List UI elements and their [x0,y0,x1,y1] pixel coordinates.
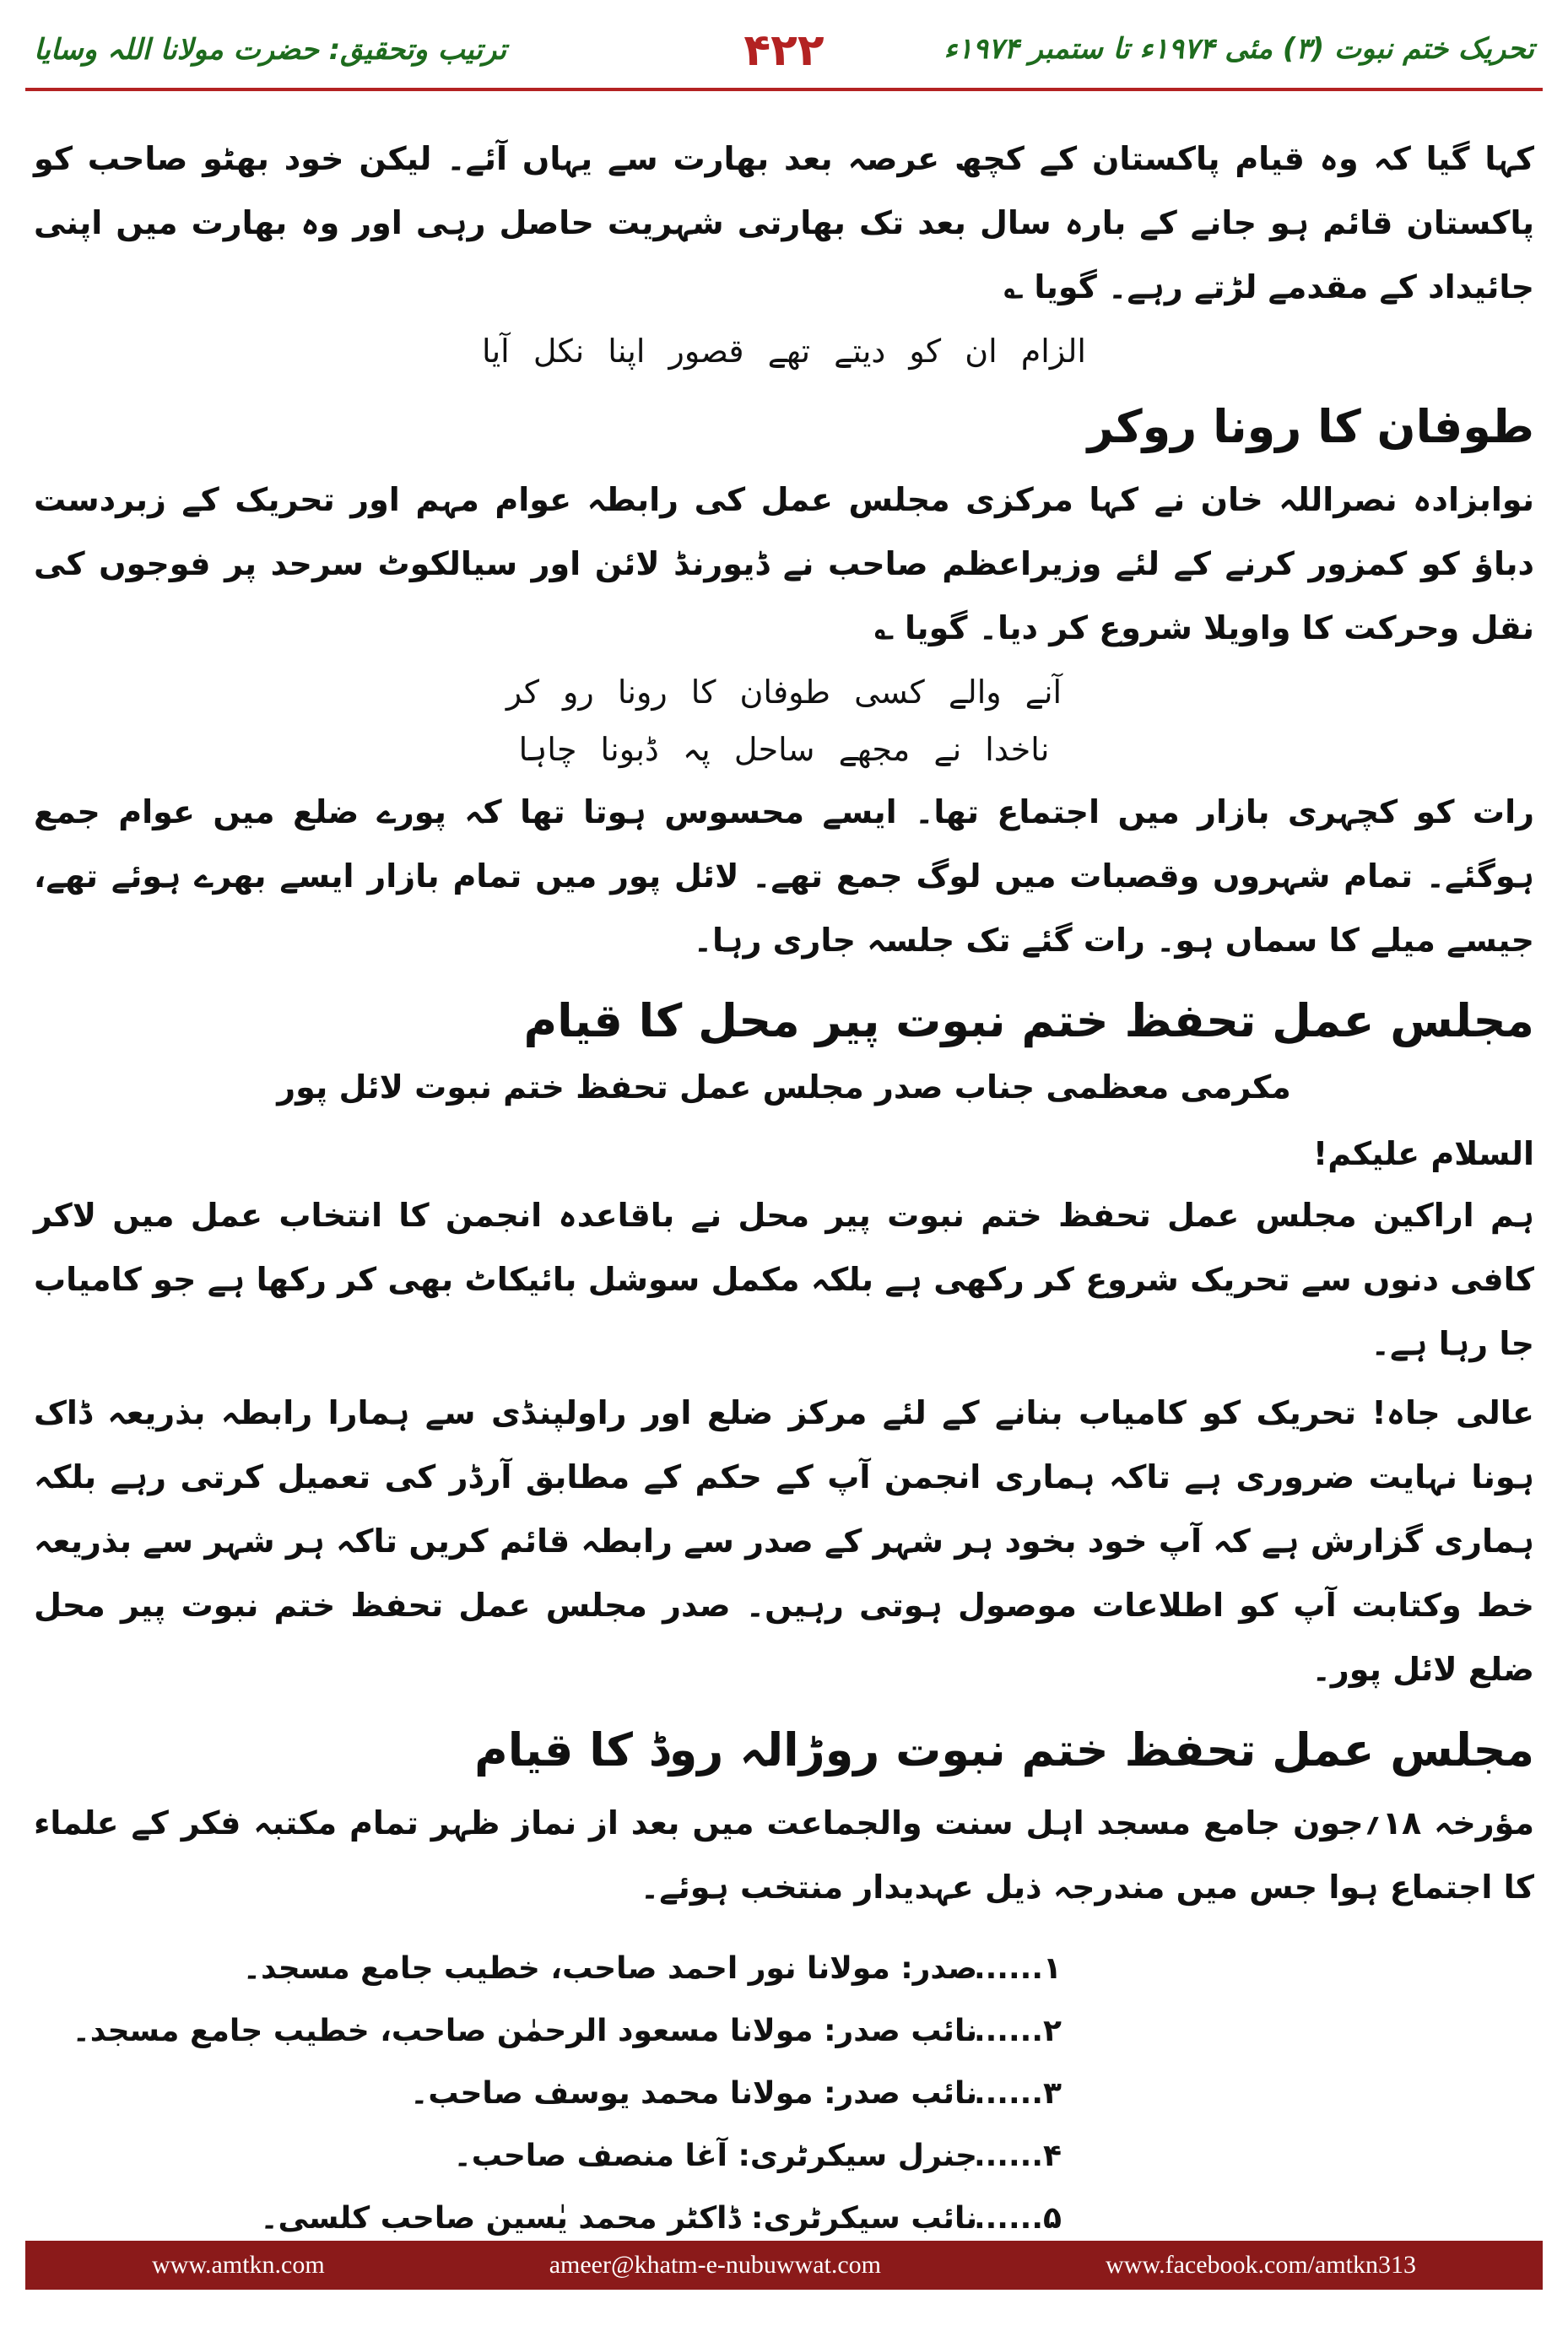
list-item [34,1938,1062,2000]
page-number: ۴۲۲ [743,25,825,76]
list-item-number: ۵...... [973,2201,1062,2236]
page-body [34,127,1534,2250]
paragraph-1: کہا گیا کہ وہ قیام پاکستان کے کچھ عرصہ بعد بھارت سے یہاں آئے۔ لیکن خود بھٹو صاحب کو پاکستان قائم ہو جانے کے بارہ سال بعد تک بھارتی شہریت حاصل رہی اور وہ بھارت میں اپنی جائیداد کے مقدمے لڑتے رہے۔ گویا ؎ [34,140,1534,306]
book-title: تحریک ختم نبوت (۳) مئی ۱۹۷۴ء تا ستمبر ۱۹۷۴ء [944,32,1534,66]
paragraph-4: ہم اراکین مجلس عمل تحفظ ختم نبوت پیر محل نے باقاعدہ انجمن کا انتخاب عمل میں لاکر کافی دنوں سے تحریک شروع کر رکھی ہے بلکہ مکمل سوشل بائیکاٹ بھی کر رکھا ہے جو کامیاب جا رہا ہے۔ [34,1197,1534,1362]
paragraph-3: رات کو کچہری بازار میں اجتماع تھا۔ ایسے محسوس ہوتا تھا کہ پورے ضلع میں عوام جمع ہوگئے۔ تمام شہروں وقصبات میں لوگ جمع تھے۔ لائل پور میں تمام بازار ایسے بھرے ہوئے تھے، جیسے میلے کا سماں ہو۔ رات گئے تک جلسہ جاری رہا۔ [34,793,1534,959]
header-divider [25,88,1543,91]
list-item [34,2063,1062,2125]
list-item-text: نائب سیکرٹری: ڈاکٹر محمد یٰسین صاحب کلسی۔ [260,2201,977,2236]
section-heading-rorala-road: مجلس عمل تحفظ ختم نبوت روڑالہ روڈ کا قیام [474,1723,1534,1777]
verse-2: آنے والے کسی طوفان کا رونا رو کر [506,673,1062,711]
officials-list [34,1938,1534,2250]
list-item-text: جنرل سیکرٹری: آغا منصف صاحب۔ [453,2139,977,2173]
section-heading-pir-mahal: مجلس عمل تحفظ ختم نبوت پیر محل کا قیام [523,994,1534,1047]
paragraph-5: عالی جاہ! تحریک کو کامیاب بنانے کے لئے مرکز ضلع اور راولپنڈی سے ہمارا رابطہ بذریعہ ڈاک ہونا نہایت ضروری ہے تاکہ ہماری انجمن آپ کے حکم کے مطابق آرڈر کی تعمیل کرتی رہے بلکہ ہماری گزارش ہے کہ آپ خود بخود ہر شہر کے صدر سے رابطہ قائم کریں تاکہ ہر شہر سے بذریعہ خط وکتابت آپ کو اطلاعات موصول ہوتی رہیں۔ صدر مجلس عمل تحفظ ختم نبوت پیر محل ضلع لائل پور۔ [34,1394,1534,1688]
letter-salutation: السلام علیکم! [1312,1135,1534,1172]
paragraph-2: نوابزادہ نصراللہ خان نے کہا مرکزی مجلس عمل کی رابطہ عوام مہم اور تحریک کے زبردست دباؤ کو کمزور کرنے کے لئے وزیراعظم صاحب نے ڈیورنڈ لائن اور سیالکوٹ سرحد پر فوجوں کی نقل وحرکت کا واویلا شروع کر دیا۔ گویا ؎ [34,481,1534,646]
website-link[interactable]: www.amtkn.com [152,2251,325,2279]
page-header [25,25,1543,84]
verse-3: ناخدا نے مجھے ساحل پہ ڈبونا چاہا [518,731,1050,768]
compiler-credit: ترتیب وتحقیق: حضرت مولانا اللہ وسایا [34,33,507,67]
email-link[interactable]: ameer@khatm-e-nubuwwat.com [549,2251,882,2279]
list-item-number: ۲...... [973,2014,1062,2048]
list-item-text: صدر: مولانا نور احمد صاحب، خطیب جامع مسجد۔ [242,1951,977,1986]
list-item-number: ۴...... [973,2139,1062,2173]
page-footer [25,2241,1543,2290]
facebook-link[interactable]: www.facebook.com/amtkn313 [1106,2251,1416,2279]
list-item-number: ۱...... [973,1951,1062,1986]
list-item-number: ۳...... [973,2076,1062,2111]
list-item [34,2000,1062,2063]
list-item-text: نائب صدر: مولانا محمد یوسف صاحب۔ [410,2076,977,2111]
verse-1: الزام ان کو دیتے تھے قصور اپنا نکل آیا [482,333,1086,370]
list-item-text: نائب صدر: مولانا مسعود الرحمٰن صاحب، خطیب جامع مسجد۔ [72,2014,977,2048]
letter-address: مکرمی معظمی جناب صدر مجلس عمل تحفظ ختم نبوت لائل پور [277,1068,1291,1106]
paragraph-6: مؤرخہ ۱۸؍جون جامع مسجد اہل سنت والجماعت میں بعد از نماز ظہر تمام مکتبہ فکر کے علماء کا اجتماع ہوا جس میں مندرجہ ذیل عہدیدار منتخب ہوئے۔ [34,1804,1534,1906]
section-heading-toofan: طوفان کا رونا روکر [1087,400,1534,453]
list-item [34,2125,1062,2188]
